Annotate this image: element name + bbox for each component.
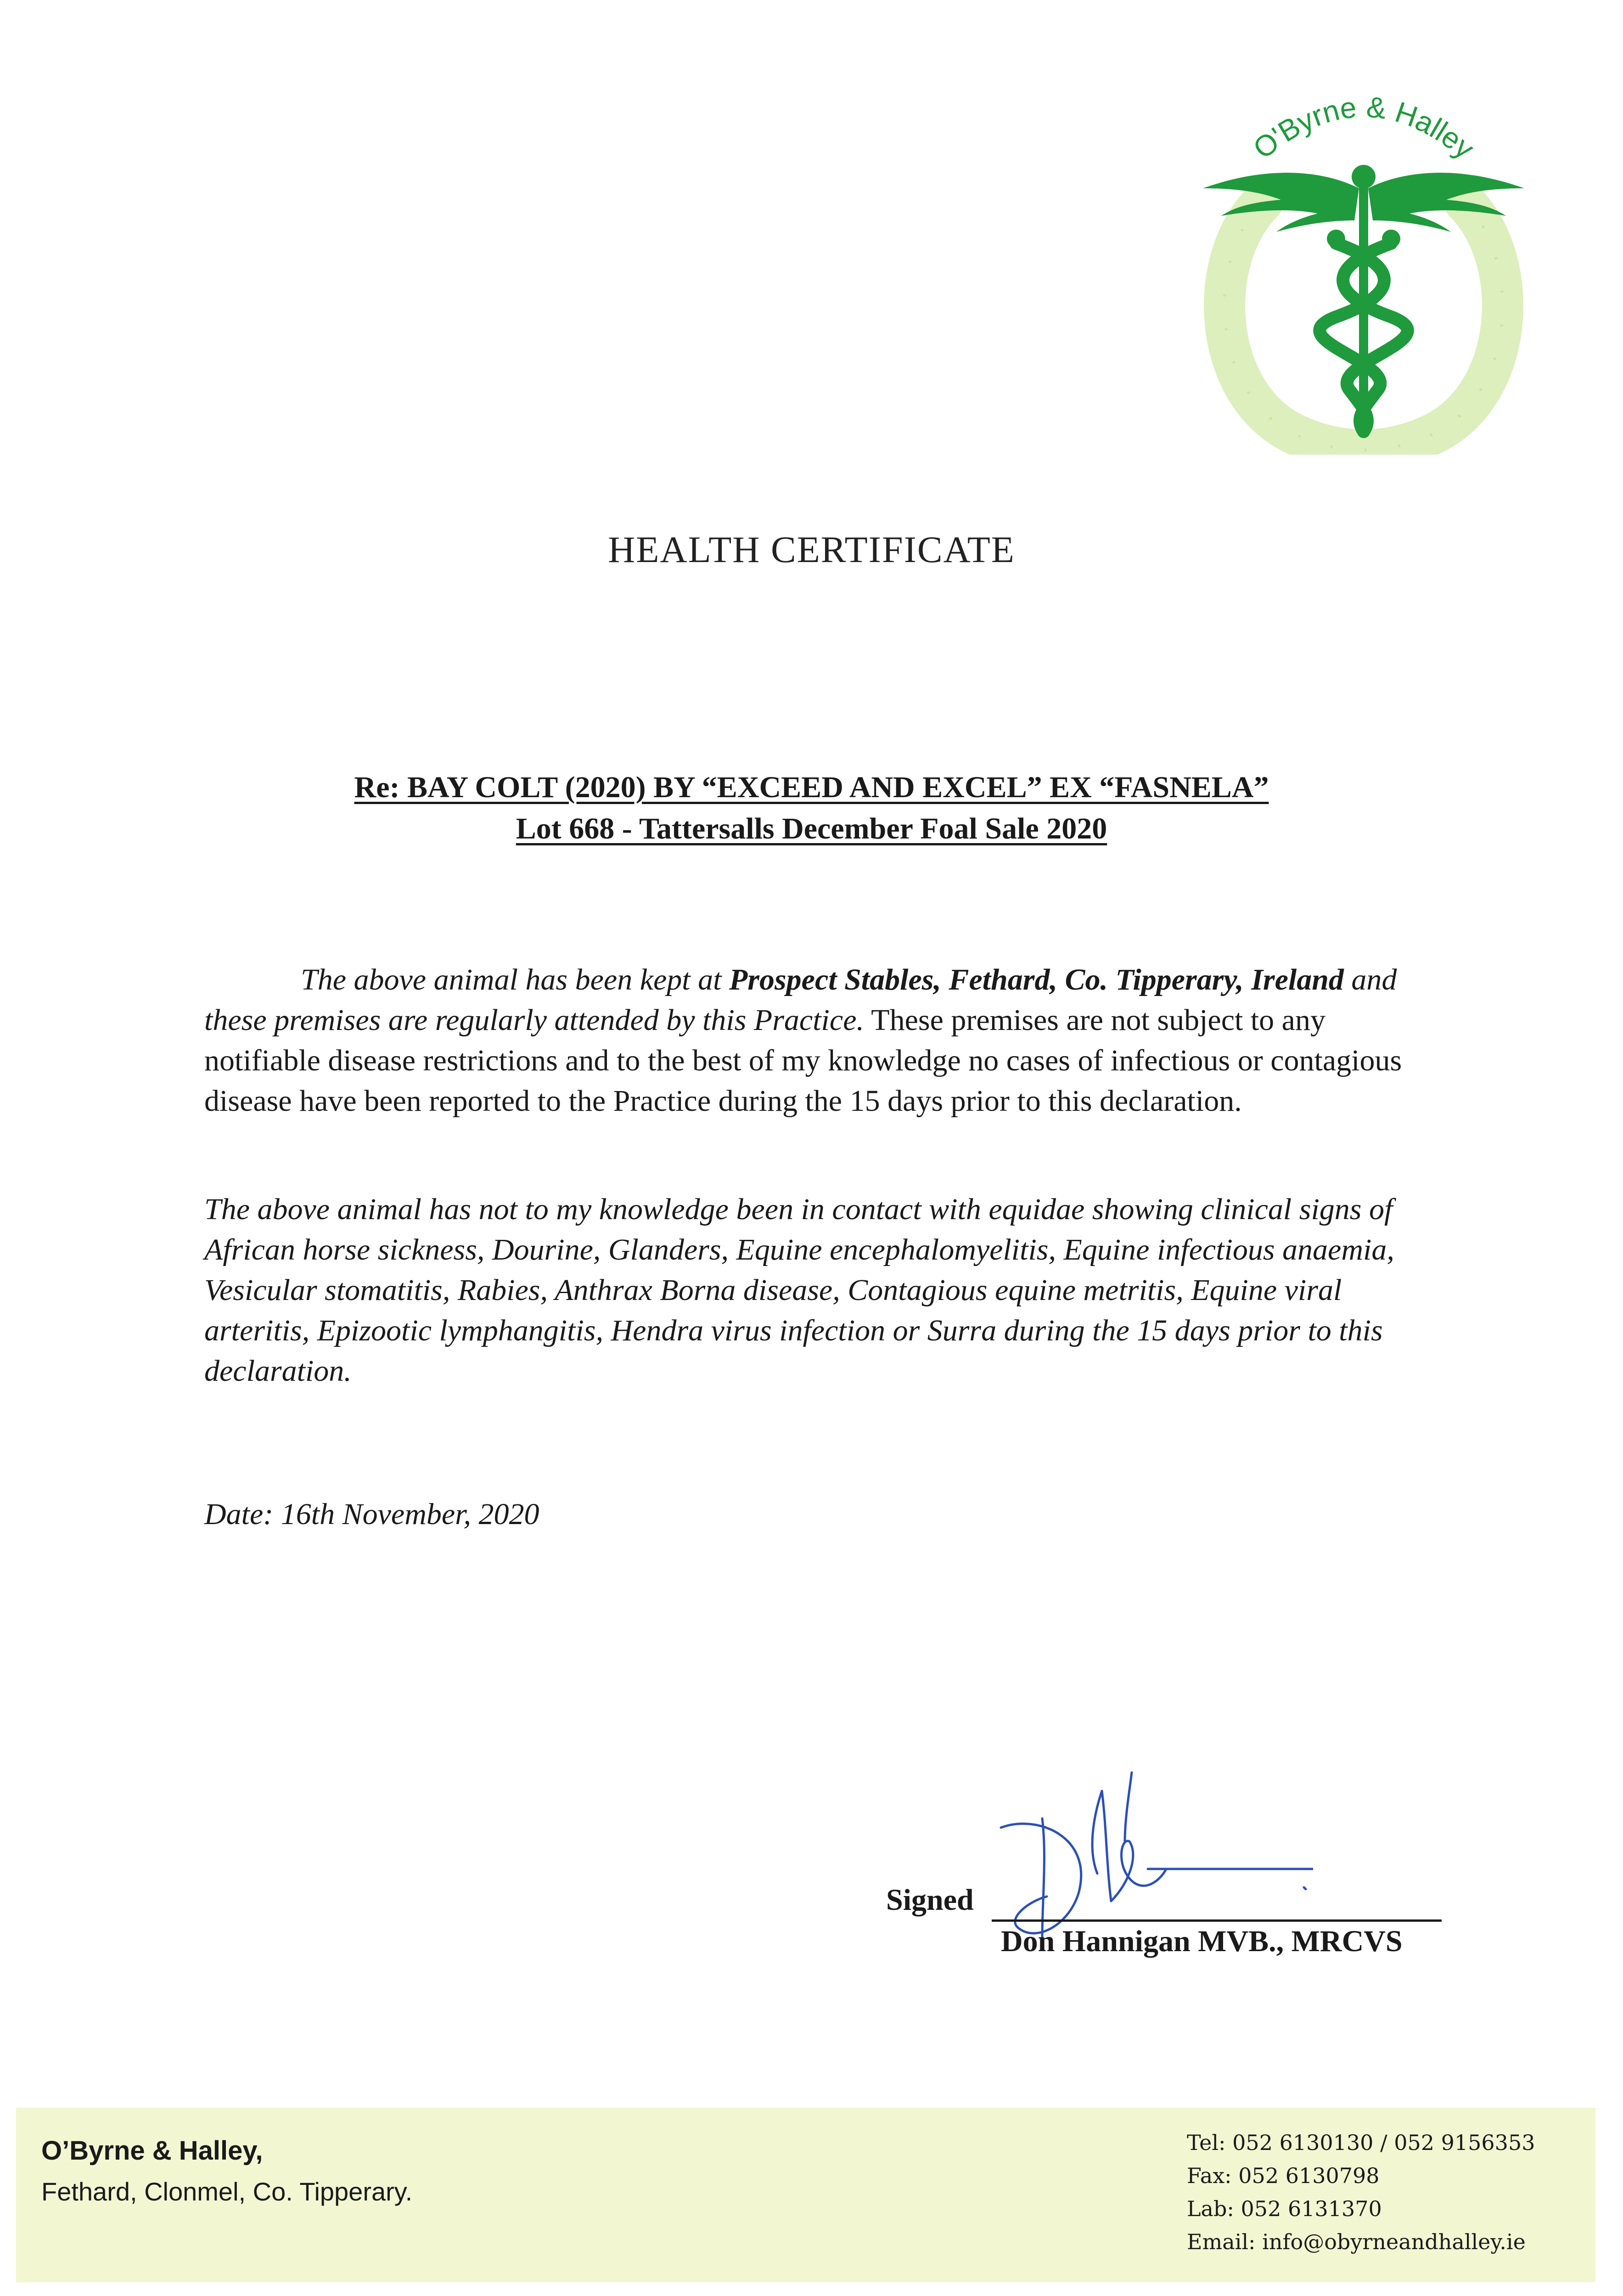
para1-middle: and these premises are regularly attended by this Practice. xyxy=(204,963,1397,1037)
footer-address: Fethard, Clonmel, Co. Tipperary. xyxy=(41,2177,413,2206)
footer-contacts xyxy=(1187,2126,1535,2258)
declaration-date: Date: 16th November, 2020 xyxy=(204,1497,539,1531)
practice-logo xyxy=(1185,51,1543,455)
lot-line: Lot 668 - Tattersalls December Foal Sale 2020 xyxy=(516,812,1107,845)
footer-company-name: O’Byrne & Halley, xyxy=(41,2136,263,2166)
disease-contact-paragraph: The above animal has not to my knowledge been in contact with equidae showing clinical signs of African horse sickness, Dourine, Glanders, Equine encephalomyelitis, Equine infectious anaemia, Vesicular stomatitis, Rabies, Anthrax Borna disease, Contagious equine metritis, Equine viral arteritis, Epizootic lymphangitis, Hendra virus infection or Surra during the 15 days prior to this declaration. xyxy=(204,1193,1394,1388)
para1-location: Prospect Stables, Fethard, Co. Tipperary, Ireland xyxy=(729,963,1344,996)
logo-text: O'Byrne & Halley xyxy=(1247,90,1481,165)
subject-line: Re: BAY COLT (2020) BY “EXCEED AND EXCEL” EX “FASNELA” xyxy=(354,771,1269,804)
subject-block xyxy=(0,767,1623,850)
caduceus-horseshoe-icon xyxy=(1185,51,1543,455)
signer-name: Don Hannigan MVB., MRCVS xyxy=(1001,1925,1403,1958)
signature-line xyxy=(992,1919,1442,1922)
footer-fax: Fax: 052 6130798 xyxy=(1187,2163,1380,2188)
letterhead-footer xyxy=(16,2108,1595,2282)
para1-rest: These premises are not subject to any notifiable disease restrictions and to the best of my knowledge no cases of infectious or contagious disease have been reported to the Practice during the 15 days prior to this declaration. xyxy=(204,1003,1402,1118)
signed-label: Signed xyxy=(886,1883,974,1917)
footer-email: Email: info@obyrneandhalley.ie xyxy=(1187,2229,1526,2254)
footer-lab: Lab: 052 6131370 xyxy=(1187,2196,1382,2221)
premises-paragraph xyxy=(204,960,1435,1121)
para1-intro: The above animal has been kept at xyxy=(301,963,729,996)
footer-tel: Tel: 052 6130130 / 052 9156353 xyxy=(1187,2130,1535,2155)
document-title: HEALTH CERTIFICATE xyxy=(608,529,1015,570)
